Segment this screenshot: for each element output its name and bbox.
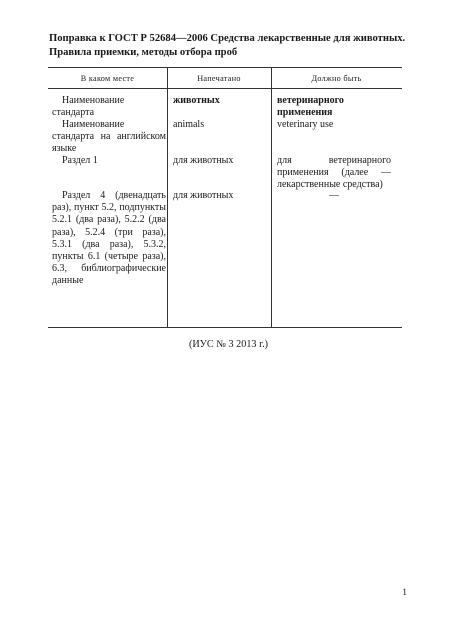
table-row-4-place: Раздел 4 (двенадцать раз), пункт 5.2, подпункты 5.2.1 (два раза), 5.2.2 (два раза), 5.2.4 (три раза), 5.3.1 (два раза), 5.3.2, пункты 6.1 (четыре раза), 6.3, библиографические данные <box>52 190 166 287</box>
table-row-1-place: Наименование стандарта <box>52 95 125 119</box>
table-column-divider-1 <box>167 67 168 327</box>
source-reference: (ИУС № 3 2013 г.) <box>188 339 269 350</box>
table-row-1-should-be: ветеринарного применения <box>277 95 344 119</box>
table-row-4-should-be: — <box>329 190 339 201</box>
page-number: 1 <box>402 588 407 598</box>
table-row-4-printed: для животных <box>173 190 234 201</box>
table-row-1-printed: животных <box>173 95 220 106</box>
table-row-3-should-be: для ветеринарного применения (далее — лекарственные средства) <box>277 155 391 191</box>
table-top-border <box>48 67 402 68</box>
column-header-printed: Напечатано <box>197 74 241 83</box>
column-header-place: В каком месте <box>80 74 135 83</box>
table-column-divider-2 <box>271 67 272 327</box>
table-row-3-place: Раздел 1 <box>62 155 98 166</box>
table-bottom-border <box>48 327 402 328</box>
table-row-3-printed: для животных <box>173 155 234 166</box>
table-header-border <box>48 88 402 89</box>
table-row-2-printed: animals <box>173 119 205 130</box>
table-row-2-place: Наименование стандарта на английском языке <box>52 119 166 155</box>
table-row-2-should-be: veterinary use <box>277 119 334 130</box>
column-header-should-be: Должно быть <box>311 74 362 83</box>
document-title: Поправка к ГОСТ Р 52684—2006 Средства лекарственные для животных. Правила приемки, методы отбора проб <box>49 33 406 58</box>
